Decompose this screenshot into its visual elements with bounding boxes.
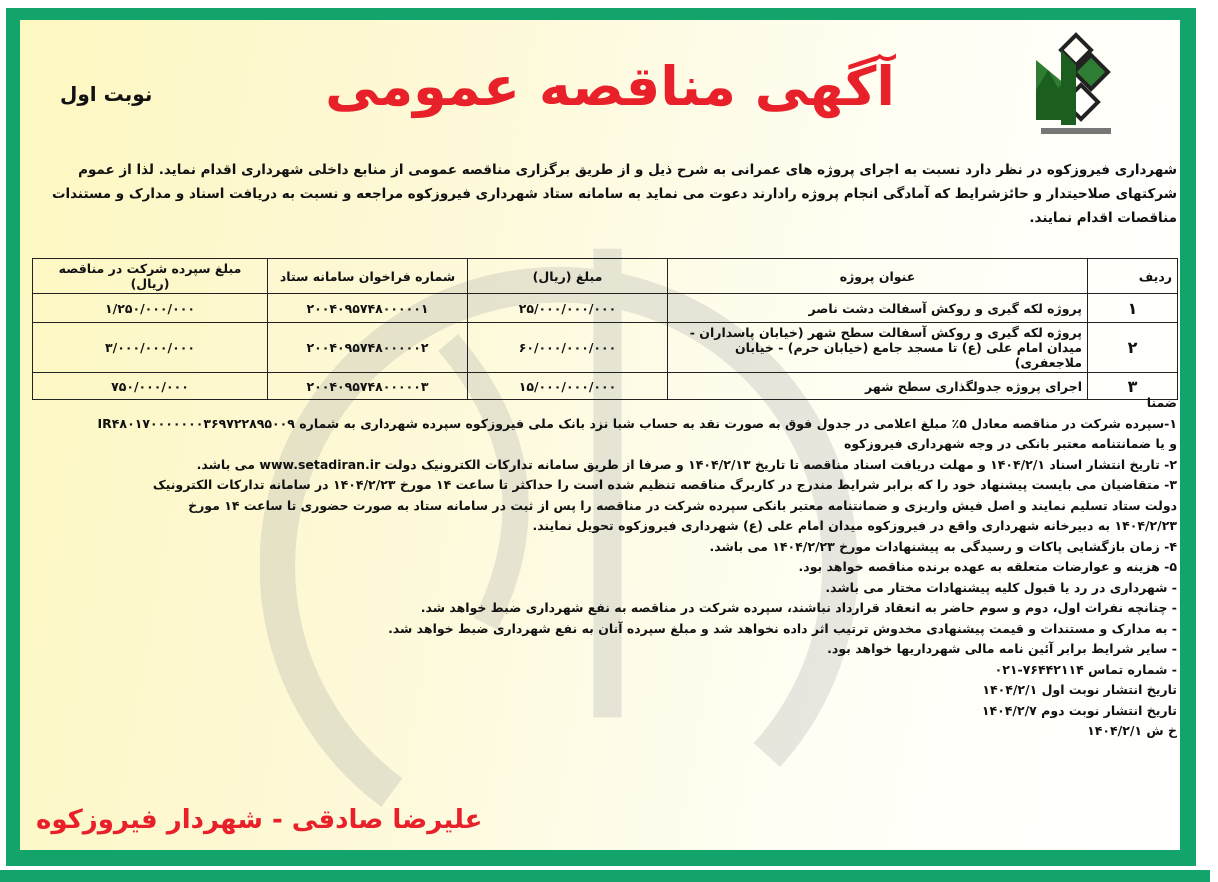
project-amount: ۲۵/۰۰۰/۰۰۰/۰۰۰ xyxy=(468,294,668,323)
condition-line: - چنانچه نفرات اول، دوم و سوم حاضر به انعقاد قرارداد نباشند، سپرده شرکت در مناقصه به نفع شهرداری ضبط خواهد شد. xyxy=(420,600,1177,615)
call-number: ۲۰۰۴۰۹۵۷۴۸۰۰۰۰۰۳ xyxy=(268,373,468,400)
condition-line: ۴- زمان بازگشایی پاکات و رسیدگی به پیشنهادات مورخ ۱۴۰۴/۲/۲۳ می باشد. xyxy=(709,538,1177,554)
row-no: ۳ xyxy=(1088,373,1178,400)
row-no: ۲ xyxy=(1088,323,1178,373)
col-header-title: عنوان پروژه xyxy=(668,259,1088,294)
table-header-row xyxy=(33,259,1178,294)
ref-code: خ ش ۱۴۰۴/۲/۱ xyxy=(1087,723,1177,738)
intro-line: شهرداری فیروزکوه در نظر دارد نسبت به اجرای پروژه های عمرانی به شرح ذیل و از طریق برگزاری مناقصه عمومی از منابع داخلی شهرداری اقدام نماید. لذا از عموم xyxy=(78,162,1177,178)
project-title: پروژه لکه گیری و روکش آسفالت دشت ناصر xyxy=(668,294,1088,323)
table-row xyxy=(33,323,1178,373)
table-row xyxy=(33,294,1178,323)
intro-paragraph xyxy=(32,158,1177,230)
bottom-bar xyxy=(0,870,1210,882)
col-header-call-no: شماره فراخوان سامانه ستاد xyxy=(268,259,468,294)
call-number: ۲۰۰۴۰۹۵۷۴۸۰۰۰۰۰۲ xyxy=(268,323,468,373)
condition-line: ۳- متقاضیان می بایست پیشنهاد خود را که برابر شرایط مندرج در کاربرگ مناقصه تنظیم شده است را حداکثر تا ساعت ۱۴ مورخ ۱۴۰۴/۲/۲۳ در سامانه تدارکات الکترونیک xyxy=(152,477,1177,492)
condition-line: - شهرداری در رد یا قبول کلیه پیشنهادات مختار می باشد. xyxy=(825,579,1177,595)
first-publish-date: تاریخ انتشار نوبت اول ۱۴۰۴/۲/۱ xyxy=(982,682,1177,697)
project-title: اجرای پروژه جدولگذاری سطح شهر xyxy=(668,373,1088,400)
call-number: ۲۰۰۴۰۹۵۷۴۸۰۰۰۰۰۱ xyxy=(268,294,468,323)
contact-phone: - شماره تماس ۷۶۴۴۲۱۱۴-۰۲۱ xyxy=(994,661,1177,677)
col-header-row-no: ردیف xyxy=(1088,259,1178,294)
project-amount: ۶۰/۰۰۰/۰۰۰/۰۰۰ xyxy=(468,323,668,373)
intro-line: شرکتهای صلاحیتدار و حائزشرایط که آمادگی انجام پروژه رادارند دعوت می نماید به سامانه ستاد شهرداری فیروزکوه مراجعه و نسبت به دریافت اسناد و مدارک و مستندات xyxy=(51,186,1177,202)
second-publish-date: تاریخ انتشار نوبت دوم ۱۴۰۴/۲/۷ xyxy=(981,702,1177,718)
round-label: نوبت اول xyxy=(60,82,153,106)
col-header-amount: مبلغ (ریال) xyxy=(468,259,668,294)
ad-title: آگهی مناقصه عمومی xyxy=(325,55,895,118)
col-header-deposit: مبلغ سپرده شرکت در مناقصه (ریال) xyxy=(33,259,268,294)
condition-line: - به مدارک و مستندات و قیمت پیشنهادی مخدوش ترتیب اثر داده نخواهد شد و مبلغ سپرده آنان به نفع شهرداری ضبط خواهد شد. xyxy=(388,620,1177,636)
condition-line: - سایر شرایط برابر آئین نامه مالی شهرداریها خواهد بود. xyxy=(827,641,1177,656)
condition-line: ۲- تاریخ انتشار اسناد ۱۴۰۴/۲/۱ و مهلت دریافت اسناد مناقصه تا تاریخ ۱۴۰۴/۲/۱۳ و صرفا از طریق سامانه تدارکات الکترونیک دولت www.setadiran.ir می باشد. xyxy=(196,456,1177,472)
deposit-amount: ۱/۲۵۰/۰۰۰/۰۰۰ xyxy=(33,294,268,323)
municipality-logo-icon xyxy=(1036,30,1116,140)
project-title: پروژه لکه گیری و روکش آسفالت سطح شهر (خیابان پاسداران - میدان امام علی (ع) تا مسجد جامع (خیابان حرم) - خیابان ملاجعفری) xyxy=(668,323,1088,373)
condition-line: ۵- هزینه و عوارضات متعلقه به عهده برنده مناقصه خواهد بود. xyxy=(798,559,1177,574)
deposit-amount: ۳/۰۰۰/۰۰۰/۰۰۰ xyxy=(33,323,268,373)
condition-line: ۱۴۰۴/۲/۲۳ به دبیرخانه شهرداری واقع در فیروزکوه میدان امام علی (ع) شهرداری فیروزکوه تحویل نمایند. xyxy=(532,518,1177,533)
conditions-list xyxy=(32,393,1177,742)
deposit-amount: ۷۵۰/۰۰۰/۰۰۰ xyxy=(33,373,268,400)
row-no: ۱ xyxy=(1088,294,1178,323)
conditions-heading: ضمنا xyxy=(1146,395,1177,410)
project-amount: ۱۵/۰۰۰/۰۰۰/۰۰۰ xyxy=(468,373,668,400)
intro-line: مناقصات اقدام نمایند. xyxy=(1029,210,1177,226)
condition-line: و یا ضمانتنامه معتبر بانکی در وجه شهرداری فیروزکوه xyxy=(844,436,1177,451)
projects-table xyxy=(32,258,1178,400)
condition-line: ۱-سپرده شرکت در مناقصه معادل ۵٪ مبلغ اعلامی در جدول فوق به صورت نقد به حساب شبا نزد بانک ملی فیروزکوه سپرده شهرداری به شماره IR۴۸۰۱۷۰۰۰۰۰۰۰۳۶۹۷۲۲۸۹۵۰۰۹ xyxy=(97,415,1177,431)
mayor-signature: علیرضا صادقی - شهردار فیروزکوه xyxy=(36,805,483,835)
condition-line: دولت ستاد تسلیم نمایند و اصل فیش واریزی و ضمانتنامه معتبر بانکی سپرده شرکت در مناقصه را پس از ثبت در سامانه ستاد به صورت حضوری تا ساعت ۱۴ مورخ xyxy=(188,497,1177,513)
